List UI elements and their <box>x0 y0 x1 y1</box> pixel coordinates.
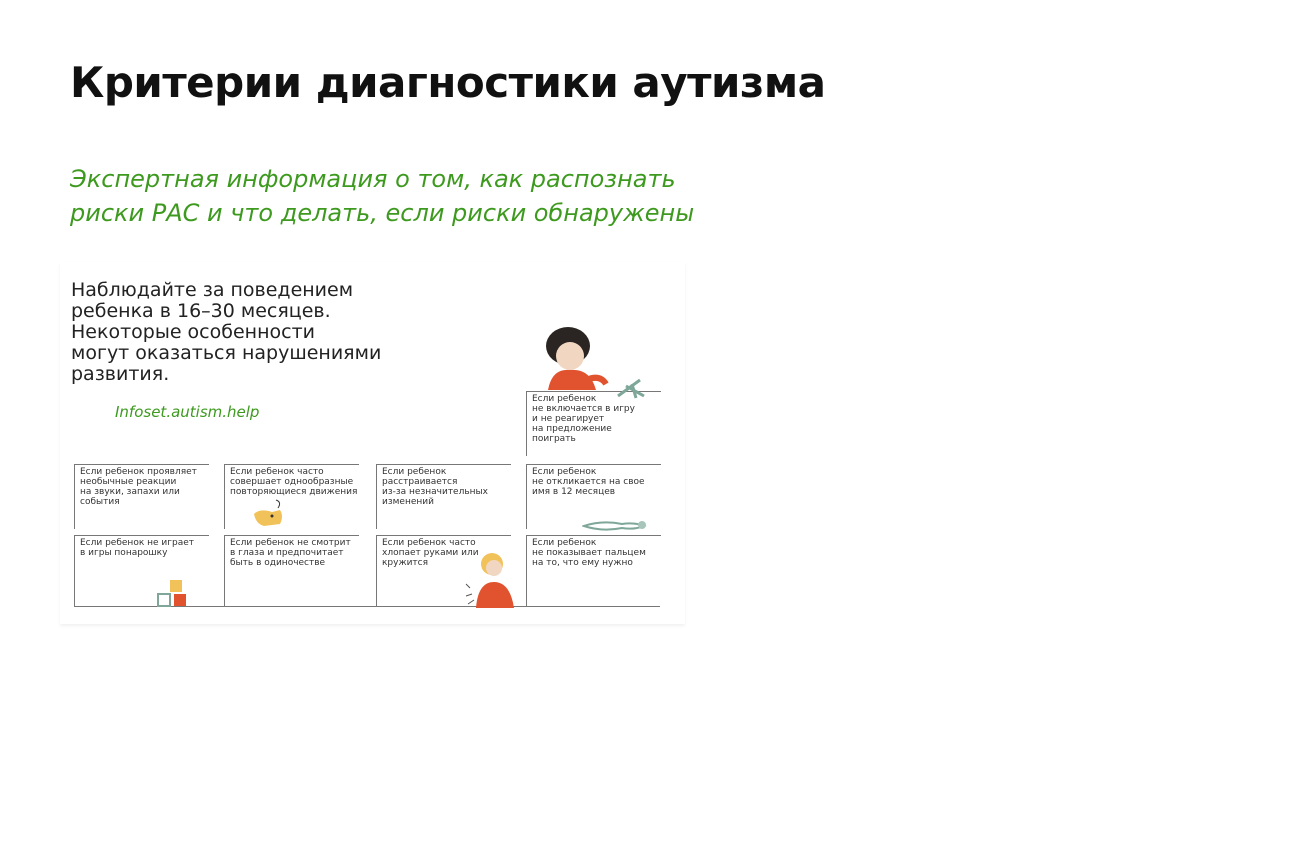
autism-criteria-infographic[interactable] <box>60 262 685 624</box>
intro-line: ребенка в 16–30 месяцев. <box>71 300 331 322</box>
criterion-text: изменений <box>382 497 434 507</box>
toy-blocks-illustration <box>156 578 192 608</box>
criterion-text: Если ребенок часто <box>230 467 324 477</box>
criterion-cell-changes <box>376 464 511 529</box>
criterion-text: хлопает руками или <box>382 548 479 558</box>
criterion-text: необычные реакции <box>80 477 177 487</box>
criterion-text: Если ребенок не смотрит <box>230 538 351 548</box>
criterion-cell-repetitive <box>224 464 359 529</box>
criterion-text: не показывает пальцем <box>532 548 646 558</box>
intro-line: Наблюдайте за поведением <box>71 279 354 301</box>
criterion-text: не включается в игру <box>532 404 635 414</box>
infoset-link[interactable]: Infoset.autism.help <box>115 403 260 421</box>
criterion-text: из-за незначительных <box>382 487 488 497</box>
criterion-text: события <box>80 497 120 507</box>
criterion-cell-pointing <box>526 535 661 607</box>
criterion-text: на предложение <box>532 424 612 434</box>
infographic-intro <box>71 280 381 385</box>
subtitle-line: риски РАС и что делать, если риски обнаружены <box>70 199 695 227</box>
child-leaning-illustration <box>540 324 660 404</box>
criterion-text: и не реагирует <box>532 414 605 424</box>
criterion-text: повторяющиеся движения <box>230 487 358 497</box>
intro-line: развития. <box>71 363 170 385</box>
criterion-text: в глаза и предпочитает <box>230 548 344 558</box>
criterion-text: не откликается на свое <box>532 477 645 487</box>
page-title: Критерии диагностики аутизма <box>70 58 826 107</box>
criterion-text: Если ребенок часто <box>382 538 476 548</box>
subtitle-line: Экспертная информация о том, как распознать <box>70 165 676 193</box>
intro-line: могут оказаться нарушениями <box>71 342 382 364</box>
criterion-text: совершает однообразные <box>230 477 354 487</box>
hand-flapping-child-illustration <box>464 550 520 608</box>
criterion-text: Если ребенок <box>532 467 597 477</box>
criterion-text: Если ребенок не играет <box>80 538 194 548</box>
criterion-text: в игры понарошку <box>80 548 168 558</box>
criterion-cell-eye-contact <box>224 535 359 607</box>
criterion-text: на то, что ему нужно <box>532 558 633 568</box>
criterion-text: расстраивается <box>382 477 458 487</box>
criterion-text: на звуки, запахи или <box>80 487 180 497</box>
criterion-text: поиграть <box>532 434 576 444</box>
intro-line: Некоторые особенности <box>71 321 315 343</box>
criterion-cell-sensory <box>74 464 209 529</box>
criterion-text: имя в 12 месяцев <box>532 487 616 497</box>
criterion-text: кружится <box>382 558 429 568</box>
duck-toy-illustration <box>250 496 290 532</box>
criterion-text: Если ребенок проявляет <box>80 467 197 477</box>
criterion-text: Если ребенок <box>382 467 447 477</box>
criterion-text: Если ребенок <box>532 394 597 404</box>
lying-child-illustration <box>582 516 652 536</box>
page-subtitle <box>70 162 770 230</box>
criterion-text: быть в одиночестве <box>230 558 326 568</box>
criterion-text: Если ребенок <box>532 538 597 548</box>
